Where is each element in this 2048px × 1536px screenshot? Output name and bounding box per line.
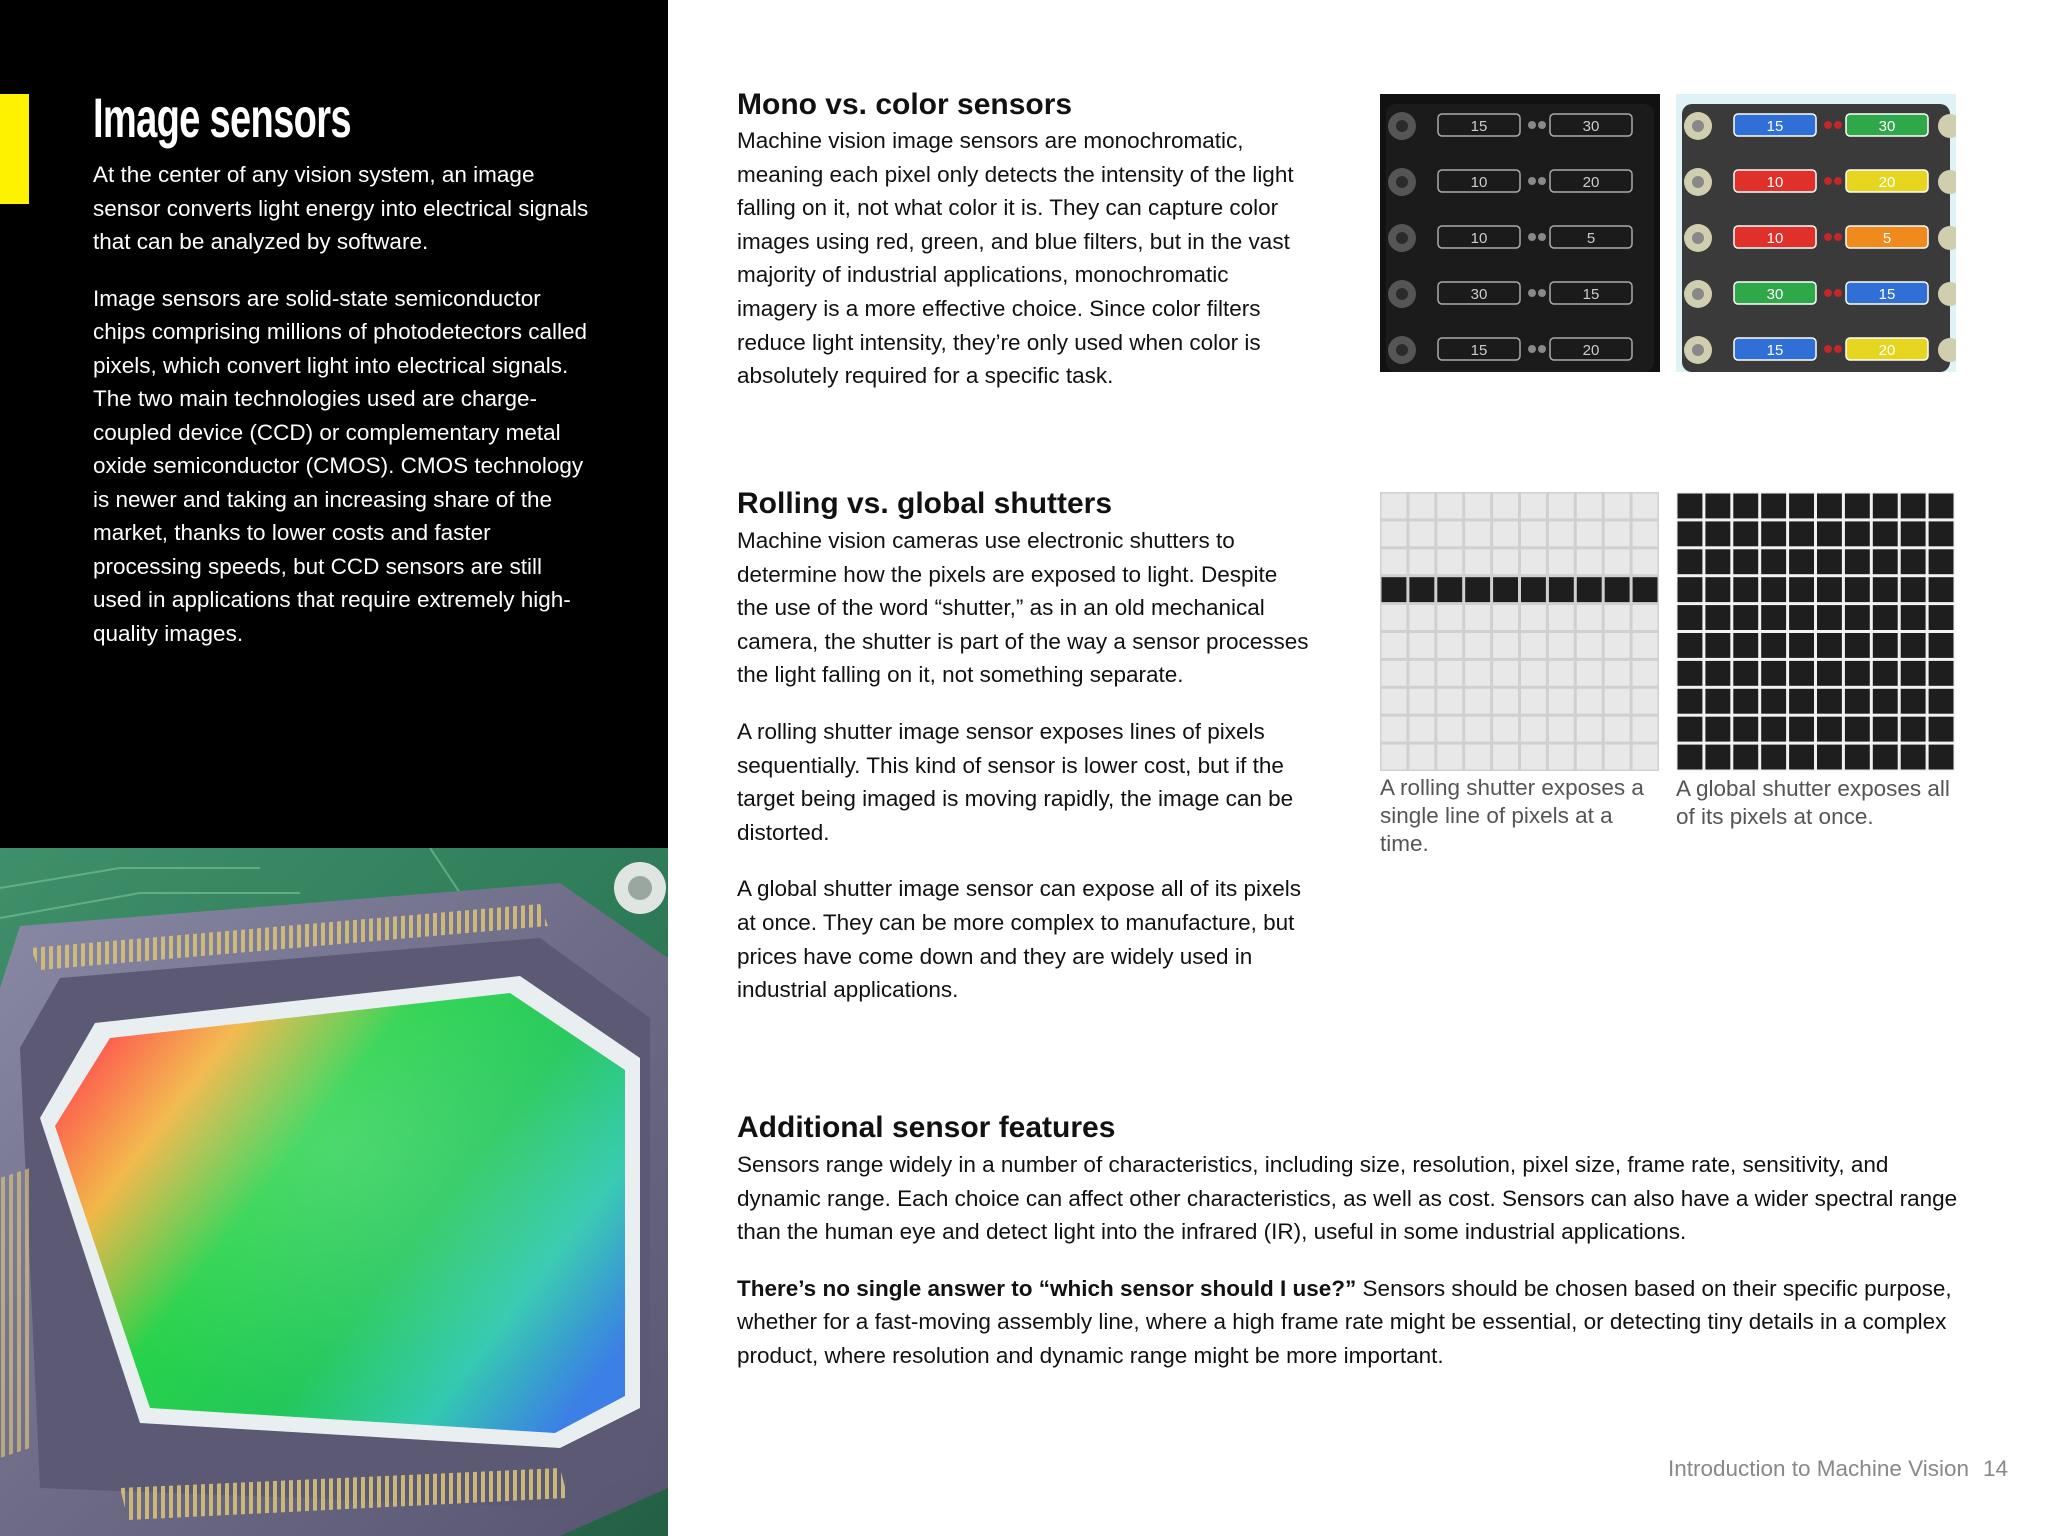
pixel-cell xyxy=(1409,494,1434,519)
mono-paragraph: Machine vision image sensors are monochromatic, meaning each pixel only detects the intensity of the light falling on it, not what color it is. They can capture color images using red, green, and blue filters, but in the vast majority of industrial applications, monochromatic imagery is a more effective choice. Since color filters reduce light intensity, they’re only used when color is absolutely required for a specific task. xyxy=(737,128,1294,389)
pixel-cell xyxy=(1817,549,1842,574)
pixel-cell xyxy=(1761,605,1786,630)
pixel-cell xyxy=(1493,521,1518,546)
fuse xyxy=(1734,226,1816,248)
fuse xyxy=(1550,338,1632,360)
pixel-cell xyxy=(1929,661,1954,686)
pixel-cell xyxy=(1845,717,1870,742)
section-heading-shutter: Rolling vs. global shutters xyxy=(737,487,1113,520)
pixel-cell xyxy=(1929,521,1954,546)
pixel-cell xyxy=(1901,521,1926,546)
pixel-cell xyxy=(1577,689,1602,714)
pixel-cell xyxy=(1521,745,1546,770)
pixel-cell xyxy=(1382,633,1407,658)
pixel-cell xyxy=(1577,661,1602,686)
pixel-cell xyxy=(1493,605,1518,630)
pixel-cell xyxy=(1605,521,1630,546)
pixel-cell xyxy=(1605,633,1630,658)
pixel-cell xyxy=(1493,717,1518,742)
fuse-label: 10 xyxy=(1766,174,1784,191)
pixel-cell xyxy=(1437,689,1462,714)
pixel-cell xyxy=(1549,521,1574,546)
pixel-cell xyxy=(1733,577,1758,602)
fuse-label: 30 xyxy=(1766,286,1784,303)
pixel-cell xyxy=(1409,605,1434,630)
shutter-paragraph: Machine vision cameras use electronic shutters to determine how the pixels are exposed to light. Despite the use of the word “shutter,” as in an old mechanical camera, the shutter is part of the way a sensor processes the light falling on it, not something separate. xyxy=(737,528,1309,688)
fuse-label: 15 xyxy=(1582,286,1600,303)
pixel-cell xyxy=(1761,661,1786,686)
pixel-cell xyxy=(1705,549,1730,574)
pixel-cell xyxy=(1678,745,1703,770)
fuse xyxy=(1846,114,1928,136)
pixel-cell xyxy=(1929,689,1954,714)
pixel-cell xyxy=(1761,494,1786,519)
fuse xyxy=(1734,338,1816,360)
pixel-cell xyxy=(1577,521,1602,546)
pixel-cell xyxy=(1929,605,1954,630)
section-body-shutter xyxy=(737,524,1309,1030)
pixel-cell xyxy=(1845,633,1870,658)
fuse xyxy=(1550,170,1632,192)
pixel-cell xyxy=(1845,494,1870,519)
pixel-cell xyxy=(1873,577,1898,602)
pixel-cell xyxy=(1733,717,1758,742)
pixel-cell xyxy=(1678,549,1703,574)
additional-paragraph: Sensors range widely in a number of characteristics, including size, resolution, pixel size, frame rate, sensitivity, and dynamic range. Each choice can affect other characteristics, as well as cost. Sensors can also have a wider spectral range than the human eye and detect light into the infrared (IR), useful in some industrial applications. xyxy=(737,1152,1958,1245)
pixel-cell xyxy=(1465,717,1490,742)
pixel-cell xyxy=(1549,633,1574,658)
pixel-cell xyxy=(1437,549,1462,574)
pixel-cell xyxy=(1437,661,1462,686)
image-sensor-chip-photo xyxy=(0,848,668,1536)
pixel-cell xyxy=(1789,717,1814,742)
intro-paragraph: Image sensors are solid-state semiconductor chips comprising millions of photodetectors called pixels, which convert light into electrical signals. The two main technologies used are charge-coupled device (CCD) or complementary metal oxide semiconductor (CMOS). CMOS technology is newer and taking an increasing share of the market, thanks to lower costs and faster processing speeds, but CCD sensors are still used in applications that require extremely high-quality images. xyxy=(93,285,587,646)
fuse-label: 20 xyxy=(1878,342,1896,359)
pixel-cell xyxy=(1521,577,1546,602)
fuse-label: 15 xyxy=(1766,342,1784,359)
page-footer xyxy=(1668,1456,2008,1482)
pixel-cell xyxy=(1577,494,1602,519)
pixel-cell xyxy=(1549,661,1574,686)
pixel-cell xyxy=(1409,661,1434,686)
pixel-cell xyxy=(1845,605,1870,630)
pixel-cell xyxy=(1705,494,1730,519)
section-body-mono xyxy=(737,124,1309,416)
pixel-cell xyxy=(1409,549,1434,574)
pixel-cell xyxy=(1409,745,1434,770)
pixel-cell xyxy=(1521,689,1546,714)
pixel-cell xyxy=(1873,521,1898,546)
pixel-cell xyxy=(1873,689,1898,714)
pixel-cell xyxy=(1493,633,1518,658)
pixel-cell xyxy=(1465,661,1490,686)
fuse-label: 30 xyxy=(1582,118,1600,135)
pixel-cell xyxy=(1521,661,1546,686)
pixel-cell xyxy=(1761,745,1786,770)
pixel-cell xyxy=(1633,717,1658,742)
pixel-cell xyxy=(1577,549,1602,574)
pixel-cell xyxy=(1901,605,1926,630)
pixel-cell xyxy=(1929,494,1954,519)
pixel-cell xyxy=(1929,717,1954,742)
fuse-label: 20 xyxy=(1582,174,1600,191)
pixel-cell xyxy=(1901,717,1926,742)
fuse xyxy=(1438,338,1520,360)
fuse-label: 10 xyxy=(1470,230,1488,247)
pixel-cell xyxy=(1577,577,1602,602)
section-heading-additional: Additional sensor features xyxy=(737,1111,1116,1144)
pixel-cell xyxy=(1633,633,1658,658)
accent-bar xyxy=(0,94,29,204)
pixel-cell xyxy=(1817,633,1842,658)
pixel-cell xyxy=(1817,745,1842,770)
pixel-cell xyxy=(1382,521,1407,546)
color-fuse-box-photo xyxy=(1676,94,1956,372)
pixel-cell xyxy=(1761,521,1786,546)
pixel-cell xyxy=(1465,745,1490,770)
pixel-cell xyxy=(1733,633,1758,658)
pixel-cell xyxy=(1465,605,1490,630)
pixel-cell xyxy=(1633,549,1658,574)
pixel-cell xyxy=(1705,633,1730,658)
pixel-cell xyxy=(1521,494,1546,519)
pixel-cell xyxy=(1761,549,1786,574)
section-body-additional xyxy=(737,1148,1967,1396)
pixel-cell xyxy=(1705,605,1730,630)
pixel-cell xyxy=(1382,577,1407,602)
pixel-cell xyxy=(1901,745,1926,770)
pixel-cell xyxy=(1817,521,1842,546)
pixel-cell xyxy=(1409,689,1434,714)
pixel-cell xyxy=(1605,494,1630,519)
pixel-cell xyxy=(1549,689,1574,714)
bold-lead: There’s no single answer to “which sensor should I use?” xyxy=(737,1275,1357,1301)
pixel-cell xyxy=(1633,577,1658,602)
pixel-cell xyxy=(1521,549,1546,574)
pixel-cell xyxy=(1789,494,1814,519)
pixel-cell xyxy=(1382,689,1407,714)
fuse xyxy=(1550,114,1632,136)
pixel-cell xyxy=(1733,689,1758,714)
pixel-cell xyxy=(1929,745,1954,770)
pixel-cell xyxy=(1929,633,1954,658)
pixel-cell xyxy=(1437,521,1462,546)
fuse-label: 20 xyxy=(1878,174,1896,191)
mono-fuse-box-photo xyxy=(1380,94,1660,372)
pixel-cell xyxy=(1605,689,1630,714)
fuse xyxy=(1438,170,1520,192)
pixel-cell xyxy=(1437,633,1462,658)
pixel-cell xyxy=(1705,661,1730,686)
pixel-cell xyxy=(1705,521,1730,546)
pixel-cell xyxy=(1761,633,1786,658)
pixel-cell xyxy=(1605,577,1630,602)
fuse xyxy=(1846,282,1928,304)
fuse xyxy=(1734,114,1816,136)
shutter-paragraph: A rolling shutter image sensor exposes lines of pixels sequentially. This kind of sensor is lower cost, but if the target being imaged is moving rapidly, the image can be distorted. xyxy=(737,718,1294,845)
pixel-cell xyxy=(1493,661,1518,686)
pixel-cell xyxy=(1789,745,1814,770)
pixel-cell xyxy=(1633,689,1658,714)
pixel-cell xyxy=(1605,605,1630,630)
shutter-paragraph: A global shutter image sensor can expose all of its pixels at once. They can be more complex to manufacture, but prices have come down and they are widely used in industrial applications. xyxy=(737,876,1302,1003)
pixel-cell xyxy=(1577,605,1602,630)
pixel-cell xyxy=(1521,605,1546,630)
pixel-cell xyxy=(1789,689,1814,714)
pixel-cell xyxy=(1465,521,1490,546)
pixel-cell xyxy=(1549,717,1574,742)
fuse xyxy=(1734,282,1816,304)
pixel-cell xyxy=(1382,605,1407,630)
pixel-cell xyxy=(1873,549,1898,574)
pixel-cell xyxy=(1493,745,1518,770)
pixel-cell xyxy=(1465,689,1490,714)
intro-text xyxy=(93,158,593,673)
fuse-label: 5 xyxy=(1882,230,1892,247)
fuse-label: 20 xyxy=(1582,342,1600,359)
additional-body-2: Sensors should be chosen based on their specific purpose, whether for a fast-moving assembly line, where a high frame rate might be essential, or detecting tiny details in a complex product, where resolution and dynamic range might be more important. xyxy=(737,1275,1952,1368)
pixel-cell xyxy=(1901,661,1926,686)
pixel-cell xyxy=(1705,745,1730,770)
pixel-cell xyxy=(1733,661,1758,686)
pixel-cell xyxy=(1873,605,1898,630)
pixel-cell xyxy=(1873,633,1898,658)
pixel-cell xyxy=(1633,494,1658,519)
pixel-cell xyxy=(1733,745,1758,770)
pixel-cell xyxy=(1678,689,1703,714)
pixel-cell xyxy=(1789,633,1814,658)
pixel-cell xyxy=(1845,689,1870,714)
pixel-cell xyxy=(1789,605,1814,630)
pixel-cell xyxy=(1633,521,1658,546)
fuse xyxy=(1846,338,1928,360)
pixel-cell xyxy=(1465,549,1490,574)
fuse-label: 30 xyxy=(1470,286,1488,303)
pixel-cell xyxy=(1873,745,1898,770)
pixel-cell xyxy=(1382,549,1407,574)
pixel-cell xyxy=(1605,717,1630,742)
pixel-cell xyxy=(1873,494,1898,519)
pixel-cell xyxy=(1605,661,1630,686)
pixel-cell xyxy=(1789,661,1814,686)
pixel-cell xyxy=(1577,745,1602,770)
pixel-cell xyxy=(1678,633,1703,658)
pixel-cell xyxy=(1605,549,1630,574)
global-shutter-caption: A global shutter exposes all of its pixels at once. xyxy=(1676,776,1950,829)
pixel-cell xyxy=(1633,605,1658,630)
pixel-cell xyxy=(1633,661,1658,686)
pixel-cell xyxy=(1678,717,1703,742)
pixel-cell xyxy=(1845,745,1870,770)
pixel-cell xyxy=(1409,577,1434,602)
pixel-cell xyxy=(1901,633,1926,658)
fuse-label: 15 xyxy=(1470,118,1488,135)
pixel-cell xyxy=(1549,745,1574,770)
pixel-cell xyxy=(1733,494,1758,519)
pixel-cell xyxy=(1633,745,1658,770)
pixel-cell xyxy=(1409,633,1434,658)
pixel-cell xyxy=(1437,494,1462,519)
pixel-cell xyxy=(1901,577,1926,602)
fuse xyxy=(1550,226,1632,248)
additional-paragraph-2 xyxy=(737,1272,1967,1373)
pixel-cell xyxy=(1549,577,1574,602)
fuse-label: 15 xyxy=(1878,286,1896,303)
pixel-cell xyxy=(1465,577,1490,602)
fuse xyxy=(1438,114,1520,136)
pixel-cell xyxy=(1845,521,1870,546)
pixel-cell xyxy=(1789,577,1814,602)
pixel-cell xyxy=(1873,717,1898,742)
fuse-label: 5 xyxy=(1586,230,1596,247)
pixel-cell xyxy=(1437,577,1462,602)
pixel-cell xyxy=(1817,661,1842,686)
pixel-cell xyxy=(1789,521,1814,546)
fuse xyxy=(1438,226,1520,248)
pixel-cell xyxy=(1873,661,1898,686)
pixel-cell xyxy=(1761,717,1786,742)
pixel-cell xyxy=(1465,494,1490,519)
page-title: Image sensors xyxy=(93,86,351,149)
fuse-label: 15 xyxy=(1766,118,1784,135)
pixel-cell xyxy=(1678,605,1703,630)
pixel-cell xyxy=(1817,717,1842,742)
pixel-cell xyxy=(1733,521,1758,546)
pixel-cell xyxy=(1705,689,1730,714)
pixel-cell xyxy=(1577,633,1602,658)
fuse-label: 15 xyxy=(1470,342,1488,359)
pixel-cell xyxy=(1901,689,1926,714)
fuse xyxy=(1846,226,1928,248)
pixel-cell xyxy=(1817,605,1842,630)
pixel-cell xyxy=(1493,577,1518,602)
fuse xyxy=(1734,170,1816,192)
pixel-cell xyxy=(1733,549,1758,574)
pixel-cell xyxy=(1845,549,1870,574)
fuse xyxy=(1438,282,1520,304)
pixel-cell xyxy=(1437,605,1462,630)
pixel-cell xyxy=(1929,549,1954,574)
pixel-cell xyxy=(1929,577,1954,602)
rolling-shutter-caption: A rolling shutter exposes a single line of pixels at a time. xyxy=(1380,775,1644,856)
pixel-cell xyxy=(1733,605,1758,630)
pixel-cell xyxy=(1382,717,1407,742)
pixel-cell xyxy=(1549,549,1574,574)
footer-doc-title: Introduction to Machine Vision xyxy=(1667,1456,1969,1481)
pixel-cell xyxy=(1678,577,1703,602)
pixel-cell xyxy=(1549,605,1574,630)
section-heading-mono: Mono vs. color sensors xyxy=(737,88,1073,121)
pixel-cell xyxy=(1845,661,1870,686)
pixel-cell xyxy=(1789,549,1814,574)
pixel-cell xyxy=(1382,745,1407,770)
pixel-cell xyxy=(1409,717,1434,742)
pixel-cell xyxy=(1678,661,1703,686)
pixel-cell xyxy=(1901,549,1926,574)
pixel-cell xyxy=(1493,494,1518,519)
pixel-cell xyxy=(1382,494,1407,519)
pixel-cell xyxy=(1678,521,1703,546)
pixel-cell xyxy=(1605,745,1630,770)
pixel-cell xyxy=(1678,494,1703,519)
fuse-label: 30 xyxy=(1878,118,1896,135)
pixel-cell xyxy=(1437,717,1462,742)
fuse-label: 10 xyxy=(1470,174,1488,191)
pixel-cell xyxy=(1493,689,1518,714)
pixel-cell xyxy=(1409,521,1434,546)
pixel-cell xyxy=(1817,494,1842,519)
pixel-cell xyxy=(1521,717,1546,742)
pixel-cell xyxy=(1577,717,1602,742)
pixel-cell xyxy=(1521,521,1546,546)
fuse xyxy=(1550,282,1632,304)
pixel-cell xyxy=(1817,689,1842,714)
fuse xyxy=(1846,170,1928,192)
pixel-cell xyxy=(1761,577,1786,602)
rolling-shutter-grid xyxy=(1380,492,1659,771)
pixel-cell xyxy=(1845,577,1870,602)
intro-paragraph: At the center of any vision system, an image sensor converts light energy into electrical signals that can be analyzed by software. xyxy=(93,162,589,254)
pixel-cell xyxy=(1705,717,1730,742)
global-shutter-grid xyxy=(1676,492,1955,771)
pixel-cell xyxy=(1817,577,1842,602)
pixel-cell xyxy=(1549,494,1574,519)
pixel-cell xyxy=(1493,549,1518,574)
page-number: 14 xyxy=(1982,1456,2008,1481)
pixel-cell xyxy=(1901,494,1926,519)
pixel-cell xyxy=(1437,745,1462,770)
pixel-cell xyxy=(1382,661,1407,686)
pixel-cell xyxy=(1465,633,1490,658)
fuse-label: 10 xyxy=(1766,230,1784,247)
pixel-cell xyxy=(1705,577,1730,602)
pixel-cell xyxy=(1761,689,1786,714)
pixel-cell xyxy=(1521,633,1546,658)
